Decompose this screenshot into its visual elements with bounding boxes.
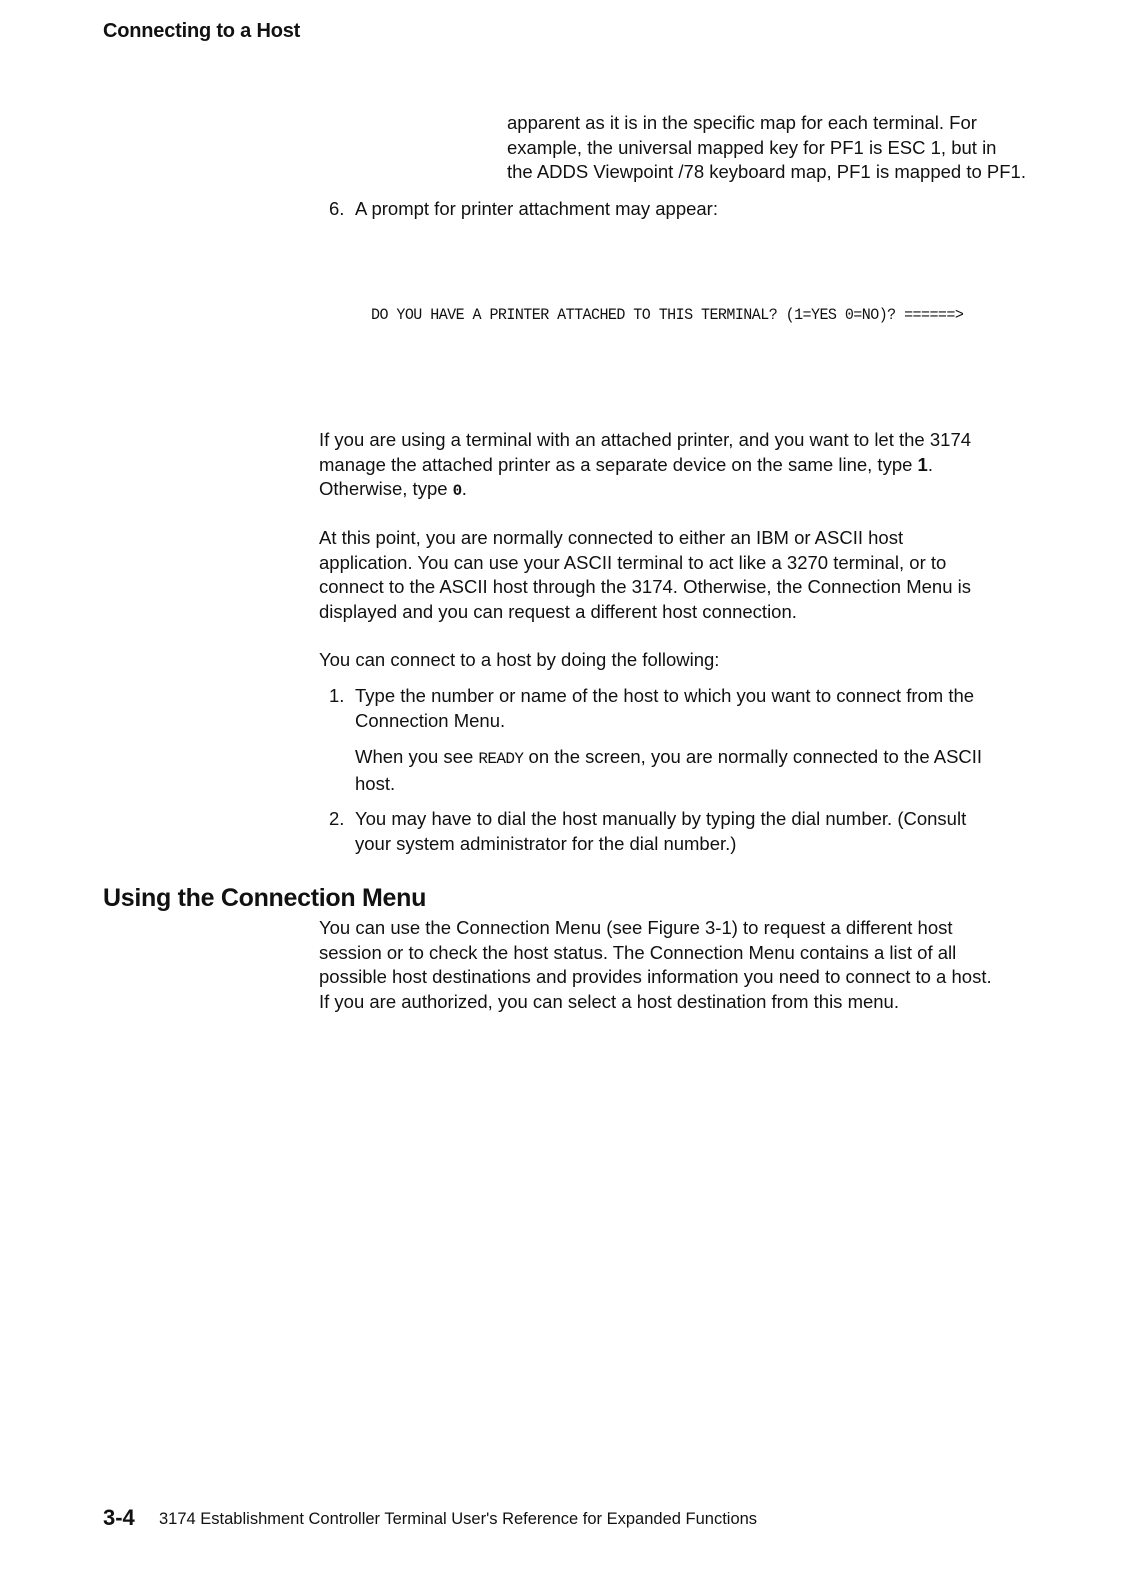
- text-line: Connection Menu.: [355, 709, 506, 731]
- connected-paragraph: [319, 526, 971, 624]
- text-line: application. You can use your ASCII terminal to act like a 3270 terminal, or to: [319, 551, 947, 573]
- text-line: You can use the Connection Menu (see Figure 3-1) to request a different host: [319, 917, 953, 938]
- option-zero: 0: [452, 482, 462, 500]
- continuation-paragraph: [507, 111, 1026, 185]
- printer-paragraph: [319, 428, 971, 504]
- step-text: A prompt for printer attachment may appear:: [355, 198, 718, 219]
- text-line: apparent as it is in the specific map for each terminal. For: [507, 112, 977, 133]
- text-line: host.: [355, 772, 396, 794]
- list-item-number: 2.: [329, 808, 345, 829]
- connect-intro: You can connect to a host by doing the following:: [319, 649, 720, 670]
- text-line: connect to the ASCII host through the 3174. Otherwise, the Connection Menu is: [319, 576, 972, 597]
- text-line: displayed and you can request a different host connection.: [319, 600, 797, 622]
- text-line: When you see READY on the screen, you are normally connected to the ASCII: [355, 746, 983, 768]
- section-heading: Using the Connection Menu: [103, 884, 427, 912]
- list-item-number: 1.: [329, 685, 345, 706]
- page-number: 3-4: [103, 1505, 135, 1530]
- list-item-note: [355, 745, 982, 796]
- running-head: Connecting to a Host: [103, 20, 301, 42]
- text-line: At this point, you are normally connected to either an IBM or ASCII host: [319, 527, 904, 548]
- connection-menu-paragraph: [319, 916, 992, 1014]
- text-line: Otherwise, type 0.: [319, 478, 467, 500]
- text-line: example, the universal mapped key for PF1 is ESC 1, but in: [507, 136, 997, 158]
- text-line: session or to check the host status. The Connection Menu contains a list of all: [319, 941, 957, 963]
- step-number: 6.: [329, 198, 345, 219]
- text-line: the ADDS Viewpoint /78 keyboard map, PF1 is mapped to PF1.: [507, 161, 1026, 182]
- ready-indicator: READY: [478, 750, 524, 768]
- list-item: [355, 684, 974, 733]
- text-line: If you are authorized, you can select a host destination from this menu.: [319, 990, 899, 1012]
- printer-prompt: DO YOU HAVE A PRINTER ATTACHED TO THIS TERMINAL? (1=YES 0=NO)? ======>: [371, 306, 964, 324]
- book-title: 3174 Establishment Controller Terminal User's Reference for Expanded Functions: [159, 1510, 758, 1528]
- option-one: 1: [917, 453, 928, 475]
- text-line: your system administrator for the dial number.): [355, 832, 737, 854]
- text-line: You may have to dial the host manually by typing the dial number. (Consult: [355, 808, 967, 829]
- text-line: possible host destinations and provides information you need to connect to a host.: [319, 966, 992, 987]
- text-line: If you are using a terminal with an attached printer, and you want to let the 3174: [319, 429, 972, 450]
- list-item: [355, 807, 966, 856]
- text-line: manage the attached printer as a separate device on the same line, type 1.: [319, 453, 933, 475]
- text-line: Type the number or name of the host to which you want to connect from the: [355, 685, 975, 706]
